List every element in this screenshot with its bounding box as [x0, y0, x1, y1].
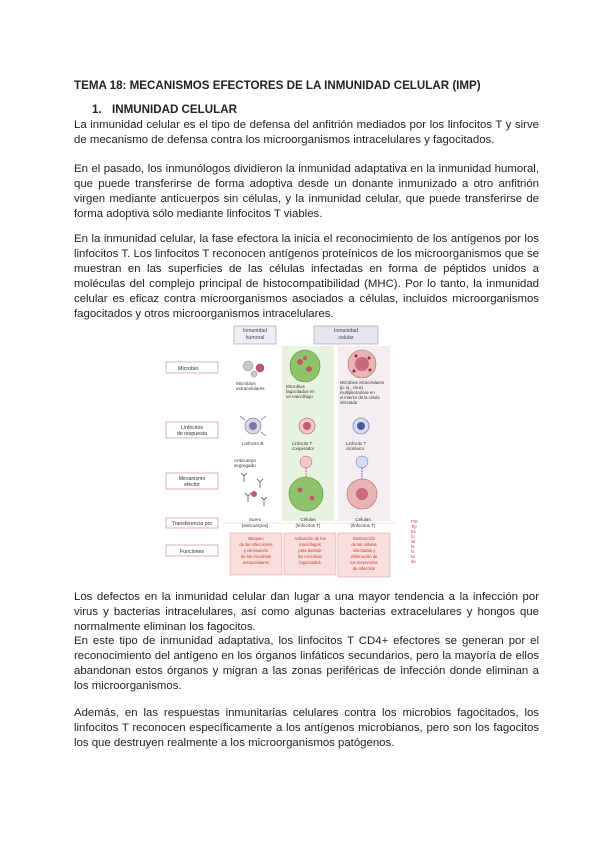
caption-intracelulares-4: el interior de la célula: [340, 395, 380, 400]
b-lymphocyte-icon: [240, 416, 266, 436]
header-celular-line1: Inmunidad: [333, 328, 359, 334]
caption-t-cooperador-2: cooperador: [292, 446, 315, 451]
function-3-line2: de las células: [351, 542, 377, 547]
transfer-cell-2-line1: Células: [300, 517, 316, 522]
row-label-mecanismo-2: efector: [184, 482, 200, 488]
caption-intracelulares-5: infectada: [340, 400, 357, 405]
bound-microbe-icon: [251, 491, 257, 497]
function-1-line5: extracelulares: [242, 560, 270, 565]
caption-t-cooperador-1: Linfocito T: [292, 441, 313, 446]
function-3-line3: infectadas y: [352, 548, 376, 553]
function-2-line4: los microbios: [297, 554, 323, 559]
caption-fagocitados-3: un macrófago: [286, 394, 313, 399]
paragraph-1: La inmunidad celular es el tipo de defensa del anfitrión mediados por los linfocitos T y sirve de mecanismo de defensa contra los microorganismos intracelulares y fagocitados.: [74, 119, 539, 146]
paragraph-4: Los defectos en la inmunidad celular dan lugar a una mayor tendencia a la infección por virus y bacterias intracelulares, así como algunas bacterias extracelulares y hongos que normalmente eliminan los fagocitos.: [74, 591, 539, 633]
function-1-line1: Bloqueo: [248, 536, 264, 541]
transfer-cell-1-line2: (anticuerpos): [241, 523, 269, 528]
function-2-line5: fagocitados: [299, 560, 321, 565]
header-humoral-line2: humoral: [245, 335, 265, 341]
page-title: TEMA 18: MECANISMOS EFECTORES DE LA INMUNIDAD CELULAR (IMP): [74, 79, 481, 92]
function-3-line6: de infección: [352, 566, 376, 571]
function-2-line1: Activación de los: [294, 536, 326, 541]
caption-anticuerpo-2: segregado: [234, 463, 256, 468]
paragraph-2: En el pasado, los inmunólogos dividieron la inmunidad adaptativa en la inmunidad humoral, que puede transferirse de forma adoptiva desde un donante inmunizado a otro anfitrión virgen mediante anticuerpos sin células, y la inmunidad celular, que puede transferirse de forma adoptiva sólo mediante linfocitos T viables.: [74, 163, 539, 220]
caption-extracelulares-1: Microbios: [236, 381, 256, 386]
row-label-linfocitos-2: de respuesta: [177, 431, 207, 437]
caption-intracelulares-3: multiplicándose en: [340, 390, 375, 395]
caption-t-citotoxico-2: citotóxico: [346, 446, 365, 451]
immunity-figure: [164, 322, 408, 580]
paragraph-5: En este tipo de inmunidad adaptativa, los linfocitos T CD4+ efectores se generan por el reconocimiento del antígeno en los órganos linfáticos secundarios, pero la mayoría de ellos abandonan estos órganos y migran a las zonas periféricas de infección donde eliminan a los microorganismos.: [74, 635, 539, 692]
row-label-mecanismo-1: Mecanismo: [178, 476, 206, 482]
row-label-transferencia: Transferencia por: [171, 521, 213, 527]
header-celular-line2: celular: [338, 335, 354, 341]
cytotoxic-t-cell-icon: [353, 418, 369, 434]
antibodies-icon: [241, 473, 267, 506]
section-number: 1.: [92, 103, 102, 116]
paragraph-3: En la inmunidad celular, la fase efectora la inicia el reconocimiento de los antígenos por los linfocitos T. Los linfocitos T reconocen antígenos proteínicos de los microorganismos que se muestran en las superficies de las células infectadas en forma de péptidos unidos a moléculas del complejo principal de histocompatibilidad (MHC). Por lo tanto, la inmunidad celular es eficaz contra microorganismos asociados a células, incluidos microorganismos fagocitados y otros microorganismos intracelulares.: [74, 233, 539, 320]
row-label-funciones: Funciones: [180, 549, 204, 555]
caption-extracelulares-2: extracelulares: [236, 386, 265, 391]
function-1-line2: de las infecciones: [239, 542, 273, 547]
function-2-line3: para destruir: [298, 548, 322, 553]
section-heading: [92, 103, 237, 116]
function-3-line1: Destrucción: [352, 536, 376, 541]
helper-t-cell-icon: [299, 418, 315, 434]
row-label-linfocitos-1: Linfocitos: [181, 425, 203, 431]
paragraph-6: Además, en las respuestas inmunitarias celulares contra los microbios fagocitados, los linfocitos T reconocen específicamente a los antígenos microbianos, pero son los fagocitos los que destruyen realmente a los microorganismos patógenos.: [74, 707, 539, 749]
section-title: INMUNIDAD CELULAR: [112, 103, 237, 116]
function-2-line2: macrófagos: [299, 542, 321, 547]
row-label-microbio: Microbio: [178, 366, 199, 372]
caption-intracelulares-2: (p. ej., virus): [340, 385, 364, 390]
caption-anticuerpo-1: Anticuerpo: [234, 458, 256, 463]
caption-linfocito-b: Linfocito B: [242, 441, 264, 446]
transfer-cell-3-line2: (linfocitos T): [350, 523, 376, 528]
function-1-line3: y eliminación: [243, 548, 269, 553]
extracellular-microbes-icon: [243, 361, 264, 377]
infected-cell-icon: [348, 350, 376, 378]
function-1-line4: de los microbios: [240, 554, 272, 559]
header-humoral-line1: Inmunidad: [242, 328, 268, 334]
caption-t-citotoxico-1: Linfocito T: [346, 441, 367, 446]
caption-fagocitados-1: Microbios: [286, 384, 305, 389]
function-3-line5: los reservorios: [350, 560, 378, 565]
transfer-cell-2-line2: (linfocitos T): [295, 523, 321, 528]
function-3-line4: eliminación de: [350, 554, 378, 559]
figure-edge-caption: FIG Tip Ex fo lul fa fo lul de: [411, 519, 418, 564]
caption-intracelulares-1: Microbios intracelulares: [340, 380, 384, 385]
transfer-cell-3-line1: Células: [355, 517, 371, 522]
caption-fagocitados-2: fagocitados en: [286, 389, 315, 394]
macrophage-with-microbes-icon: [290, 350, 320, 382]
transfer-cell-1-line1: Suero: [248, 517, 262, 522]
